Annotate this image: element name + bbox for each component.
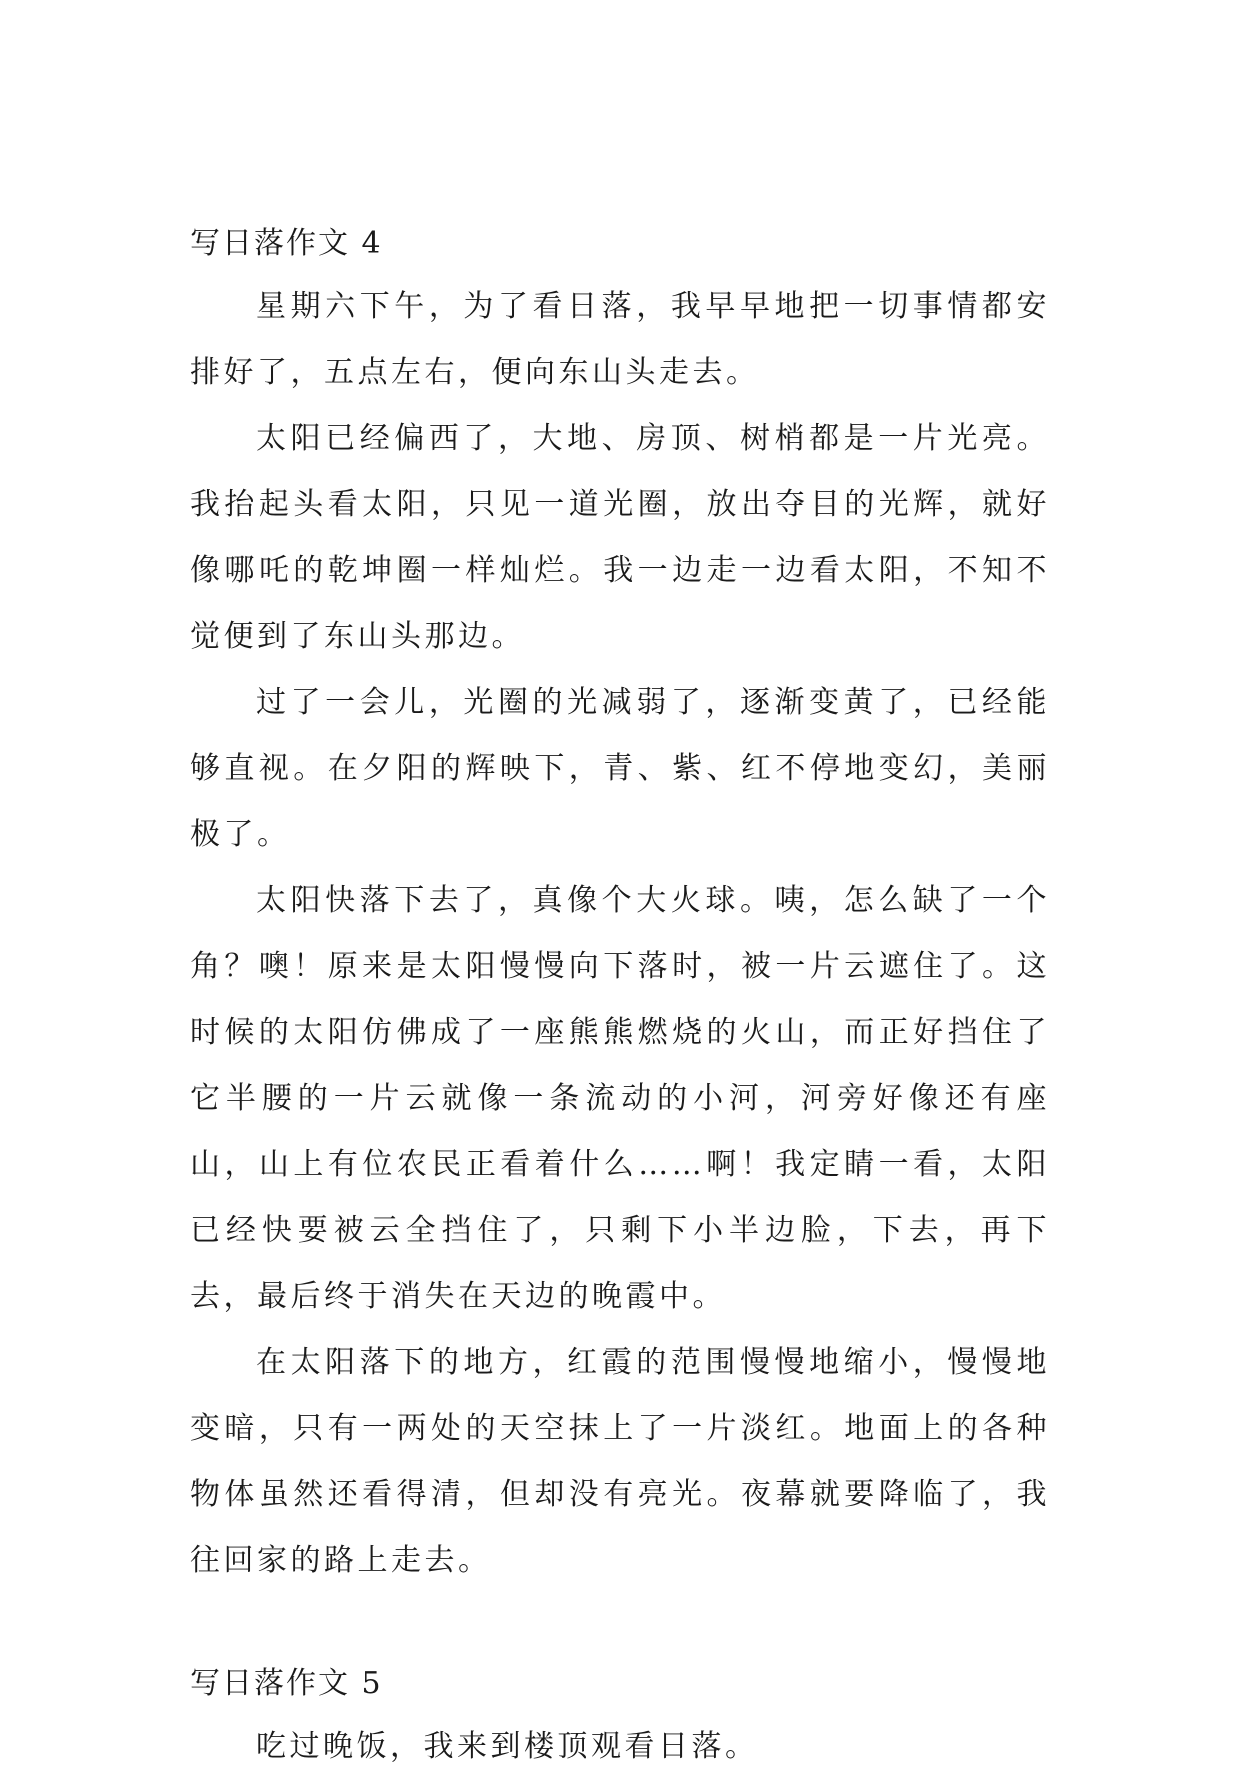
paragraph: 在太阳落下的地方，红霞的范围慢慢地缩小，慢慢地变暗，只有一两处的天空抹上了一片淡红。地面上的各种物体虽然还看得清，但却没有亮光。夜幕就要降临了，我往回家的路上走去。 xyxy=(190,1345,1050,1578)
document-body xyxy=(190,214,1050,1780)
section-title: 写日落作文 5 xyxy=(190,1666,383,1701)
section-title: 写日落作文 4 xyxy=(190,226,383,261)
paragraph: 过了一会儿，光圈的光减弱了，逐渐变黄了，已经能够直视。在夕阳的辉映下，青、紫、红不停地变幻，美丽极了。 xyxy=(190,685,1050,852)
paragraph: 太阳已经偏西了，大地、房顶、树梢都是一片光亮。我抬起头看太阳，只见一道光圈，放出夺目的光辉，就好像哪吒的乾坤圈一样灿烂。我一边走一边看太阳，不知不觉便到了东山头那边。 xyxy=(190,421,1050,654)
paragraph: 吃过晚饭，我来到楼顶观看日落。 xyxy=(256,1729,759,1764)
paragraph: 星期六下午，为了看日落，我早早地把一切事情都安排好了，五点左右，便向东山头走去。 xyxy=(190,289,1050,390)
section-divider xyxy=(190,1594,1050,1654)
paragraph: 太阳快落下去了，真像个大火球。咦，怎么缺了一个角？噢！原来是太阳慢慢向下落时，被一片云遮住了。这时候的太阳仿佛成了一座熊熊燃烧的火山，而正好挡住了它半腰的一片云就像一条流动的小河，河旁好像还有座山，山上有位农民正看着什么……啊！我定睛一看，太阳已经快要被云全挡住了，只剩下小半边脸，下去，再下去，最后终于消失在天边的晚霞中。 xyxy=(190,883,1050,1314)
